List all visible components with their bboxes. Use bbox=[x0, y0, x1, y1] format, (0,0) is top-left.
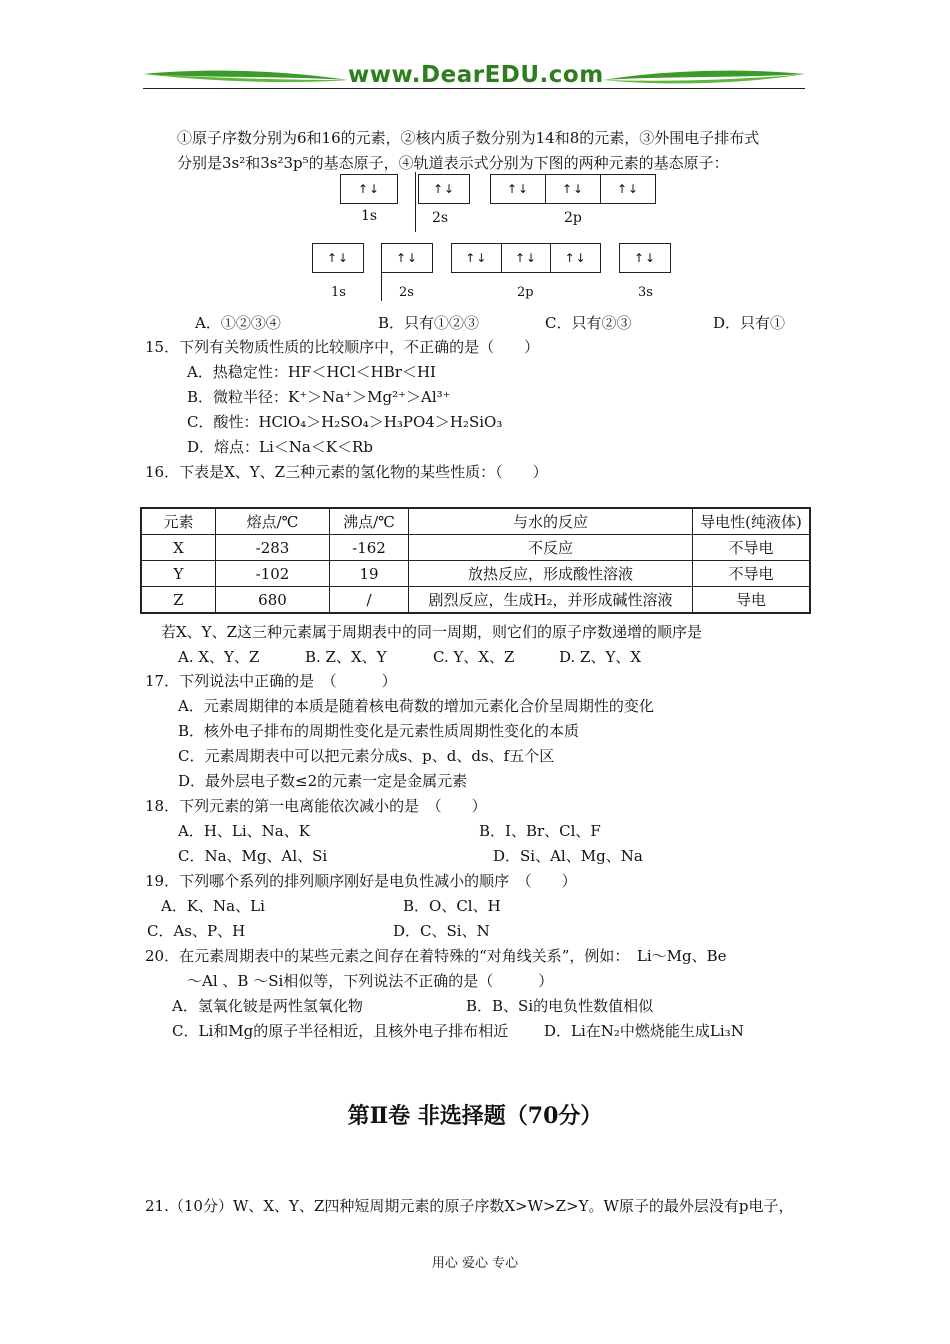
q19-option-d: D．C、Si、N bbox=[393, 922, 490, 940]
table-cell: 不导电 bbox=[693, 535, 811, 561]
q15-stem: 15．下列有关物质性质的比较顺序中，不正确的是（ ） bbox=[145, 338, 540, 356]
electron-pair: ↑↓ bbox=[432, 182, 456, 196]
q20-option-c: C．Li和Mg的原子半径相近，且核外电子排布相近 bbox=[172, 1022, 509, 1040]
q17-option-c: C．元素周期表中可以把元素分成s、p、d、ds、f五个区 bbox=[178, 747, 555, 765]
table-header: 元素 bbox=[141, 508, 216, 535]
electron-pair: ↑↓ bbox=[452, 244, 502, 272]
orbital-label: 2p bbox=[517, 285, 534, 300]
q18-option-d: D．Si、Al、Mg、Na bbox=[493, 847, 643, 865]
q20-option-b: B．B、Si的电负性数值相似 bbox=[466, 997, 654, 1015]
q20-option-a: A．氢氧化铍是两性氢氧化物 bbox=[172, 997, 363, 1015]
electron-pair: ↑↓ bbox=[546, 175, 601, 203]
table-row bbox=[141, 561, 810, 587]
table-cell: 剧烈反应，生成H₂，并形成碱性溶液 bbox=[409, 587, 693, 614]
q20-stem-line2: ～Al 、B ～Si相似等，下列说法不正确的是（ ） bbox=[187, 972, 554, 990]
table-header: 导电性(纯液体) bbox=[693, 508, 811, 535]
logo-text: www.DearEDU.com bbox=[348, 62, 604, 88]
orbital-box-1s bbox=[340, 174, 398, 204]
orbital-box-3s bbox=[619, 243, 671, 273]
q16-stem: 16．下表是X、Y、Z三种元素的氢化物的某些性质：（ ） bbox=[145, 463, 548, 481]
electron-pair: ↑↓ bbox=[564, 251, 587, 265]
q17-stem: 17．下列说法中正确的是 （ ） bbox=[145, 672, 397, 690]
q21-stem: 21.（10分）W、X、Y、Z四种短周期元素的原子序数X>W>Z>Y。W原子的最外层没有p电子， bbox=[145, 1197, 794, 1215]
orbital-label: 2s bbox=[399, 285, 414, 300]
divider-line bbox=[415, 172, 416, 232]
q15-option-a: A．热稳定性：HF＜HCl＜HBr＜HI bbox=[187, 363, 436, 381]
hydride-properties-table bbox=[140, 507, 811, 614]
q15-option-c: C．酸性：HClO₄＞H₂SO₄＞H₃PO4＞H₂SiO₃ bbox=[187, 413, 503, 431]
q16-option-a: A. X、Y、Z bbox=[178, 648, 260, 666]
table-header: 与水的反应 bbox=[409, 508, 693, 535]
electron-pair: ↑↓ bbox=[502, 244, 552, 272]
page-footer: 用心 爱心 专心 bbox=[431, 1256, 519, 1271]
divider-line bbox=[381, 243, 382, 301]
q18-option-c: C．Na、Mg、Al、Si bbox=[178, 847, 328, 865]
leaf-swoosh-right-icon bbox=[603, 66, 805, 88]
q14-option-c: C．只有②③ bbox=[545, 314, 632, 332]
q15-option-b: B．微粒半径：K⁺＞Na⁺＞Mg²⁺＞Al³⁺ bbox=[187, 388, 451, 406]
q14-intro-line2: 分别是3s²和3s²3p⁵的基态原子，④轨道表示式分别为下图的两种元素的基态原子： bbox=[177, 154, 729, 172]
orbital-box-2s bbox=[381, 243, 433, 273]
q14-option-b: B．只有①②③ bbox=[378, 314, 480, 332]
q19-option-c: C．As、P、H bbox=[147, 922, 246, 940]
q19-option-a: A．K、Na、Li bbox=[161, 897, 265, 915]
q18-option-a: A．H、Li、Na、K bbox=[178, 822, 310, 840]
electron-pair: ↑↓ bbox=[616, 182, 640, 196]
header-rule bbox=[143, 88, 805, 89]
q14-intro-line1: ①原子序数分别为6和16的元素，②核内质子数分别为14和8的元素，③外围电子排布式 bbox=[177, 129, 760, 147]
table-header-row bbox=[141, 508, 810, 535]
q14-option-a: A．①②③④ bbox=[195, 314, 281, 332]
table-cell: -283 bbox=[216, 535, 330, 561]
orbital-label: 3s bbox=[638, 285, 653, 300]
table-row bbox=[141, 587, 810, 614]
q17-option-d: D．最外层电子数≤2的元素一定是金属元素 bbox=[178, 772, 468, 790]
electron-pair: ↑↓ bbox=[326, 251, 350, 265]
section-title: 第Ⅱ卷 非选择题（70分） bbox=[347, 1103, 603, 1129]
orbital-box-2p bbox=[451, 243, 601, 273]
table-cell: Y bbox=[141, 561, 216, 587]
table-cell: 19 bbox=[330, 561, 409, 587]
q15-option-d: D．熔点：Li＜Na＜K＜Rb bbox=[187, 438, 373, 456]
table-cell: -162 bbox=[330, 535, 409, 561]
q20-option-d: D．Li在N₂中燃烧能生成Li₃N bbox=[544, 1022, 744, 1040]
q14-option-d: D．只有① bbox=[713, 314, 786, 332]
q19-option-b: B．O、Cl、H bbox=[403, 897, 501, 915]
table-cell: 放热反应，形成酸性溶液 bbox=[409, 561, 693, 587]
q16-option-c: C. Y、X、Z bbox=[433, 648, 515, 666]
q17-option-b: B．核外电子排布的周期性变化是元素性质周期性变化的本质 bbox=[178, 722, 580, 740]
table-cell: -102 bbox=[216, 561, 330, 587]
table-cell: 680 bbox=[216, 587, 330, 614]
electron-pair: ↑↓ bbox=[491, 175, 546, 203]
table-cell: 导电 bbox=[693, 587, 811, 614]
table-cell: / bbox=[330, 587, 409, 614]
q16-option-b: B. Z、X、Y bbox=[305, 648, 387, 666]
orbital-label: 2s bbox=[432, 210, 449, 226]
electron-pair: ↑↓ bbox=[633, 251, 657, 265]
q18-stem: 18．下列元素的第一电离能依次减小的是 （ ） bbox=[145, 797, 487, 815]
table-header: 沸点/℃ bbox=[330, 508, 409, 535]
table-cell: Z bbox=[141, 587, 216, 614]
orbital-box-1s bbox=[312, 243, 364, 273]
electron-pair: ↑↓ bbox=[357, 182, 381, 196]
orbital-label: 1s bbox=[331, 285, 346, 300]
orbital-box-2p bbox=[490, 174, 656, 204]
q17-option-a: A．元素周期律的本质是随着核电荷数的增加元素化合价呈周期性的变化 bbox=[178, 697, 654, 715]
electron-pair: ↑↓ bbox=[395, 251, 419, 265]
table-row bbox=[141, 535, 810, 561]
q16-option-d: D. Z、Y、X bbox=[559, 648, 642, 666]
orbital-label: 1s bbox=[361, 208, 378, 224]
orbital-label: 2p bbox=[564, 210, 582, 226]
q19-stem: 19．下列哪个系列的排列顺序刚好是电负性减小的顺序 （ ） bbox=[145, 872, 577, 890]
table-cell: 不反应 bbox=[409, 535, 693, 561]
q20-stem-line1: 20．在元素周期表中的某些元素之间存在着特殊的“对角线关系”，例如： Li～Mg、Be bbox=[145, 947, 727, 965]
table-cell: 不导电 bbox=[693, 561, 811, 587]
q18-option-b: B．I、Br、Cl、F bbox=[479, 822, 601, 840]
orbital-box-2s bbox=[418, 174, 470, 204]
table-header: 熔点/℃ bbox=[216, 508, 330, 535]
table-cell: X bbox=[141, 535, 216, 561]
leaf-swoosh-left-icon bbox=[143, 66, 348, 88]
q16-follow: 若X、Y、Z这三种元素属于周期表中的同一周期，则它们的原子序数递增的顺序是 bbox=[161, 623, 703, 641]
